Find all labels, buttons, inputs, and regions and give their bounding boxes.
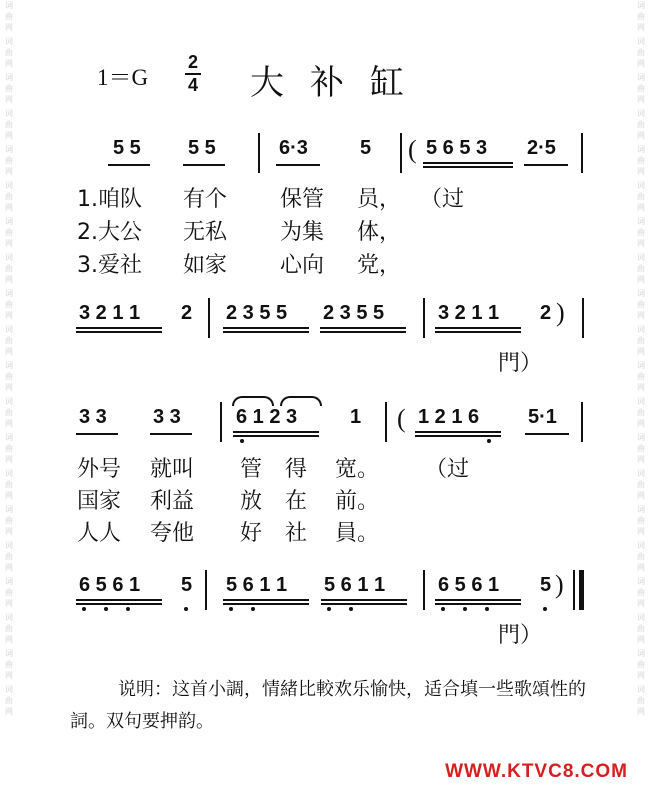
key-signature: 1＝G — [97, 65, 149, 90]
notation-line-2: 3 2 1 1 2 2 3 5 5 2 3 5 5 3 2 1 1 2 ) — [0, 298, 650, 338]
watermark-left: 词曲网 词曲网 词曲网 词曲网 词曲网 词曲网 词曲网 词曲网 词曲网 词曲网 词曲网 词曲网 词曲网 词曲网 词曲网 词曲网 词曲网 词曲网 词曲网 词曲网 — [5, 1, 13, 716]
notation-line-1: 5 5 5 5 6·3 5 ( 5 6 5 3 2·5 — [0, 133, 650, 173]
site-url[interactable]: WWW.KTVC8.COM — [445, 761, 628, 782]
song-title: 大补缸 — [250, 63, 430, 103]
time-signature: 2 4 — [185, 53, 201, 95]
notation-line-4: 6 5 6 1 5 5 6 1 1 5 6 1 1 6 5 6 1 5 ) — [0, 570, 650, 610]
explanation-note: 说明：这首小調，情緒比較欢乐愉快，适合填一些歌頌性的詞。双句要押韵。 — [70, 679, 586, 732]
notation-line-3: 3 3 3 3 6 1 2 3 1 ( 1 2 1 6 5·1 — [0, 402, 650, 442]
watermark-right: 词曲网 词曲网 词曲网 词曲网 词曲网 词曲网 词曲网 词曲网 词曲网 词曲网 词曲网 词曲网 词曲网 词曲网 词曲网 词曲网 词曲网 词曲网 词曲网 词曲网 — [637, 1, 645, 716]
